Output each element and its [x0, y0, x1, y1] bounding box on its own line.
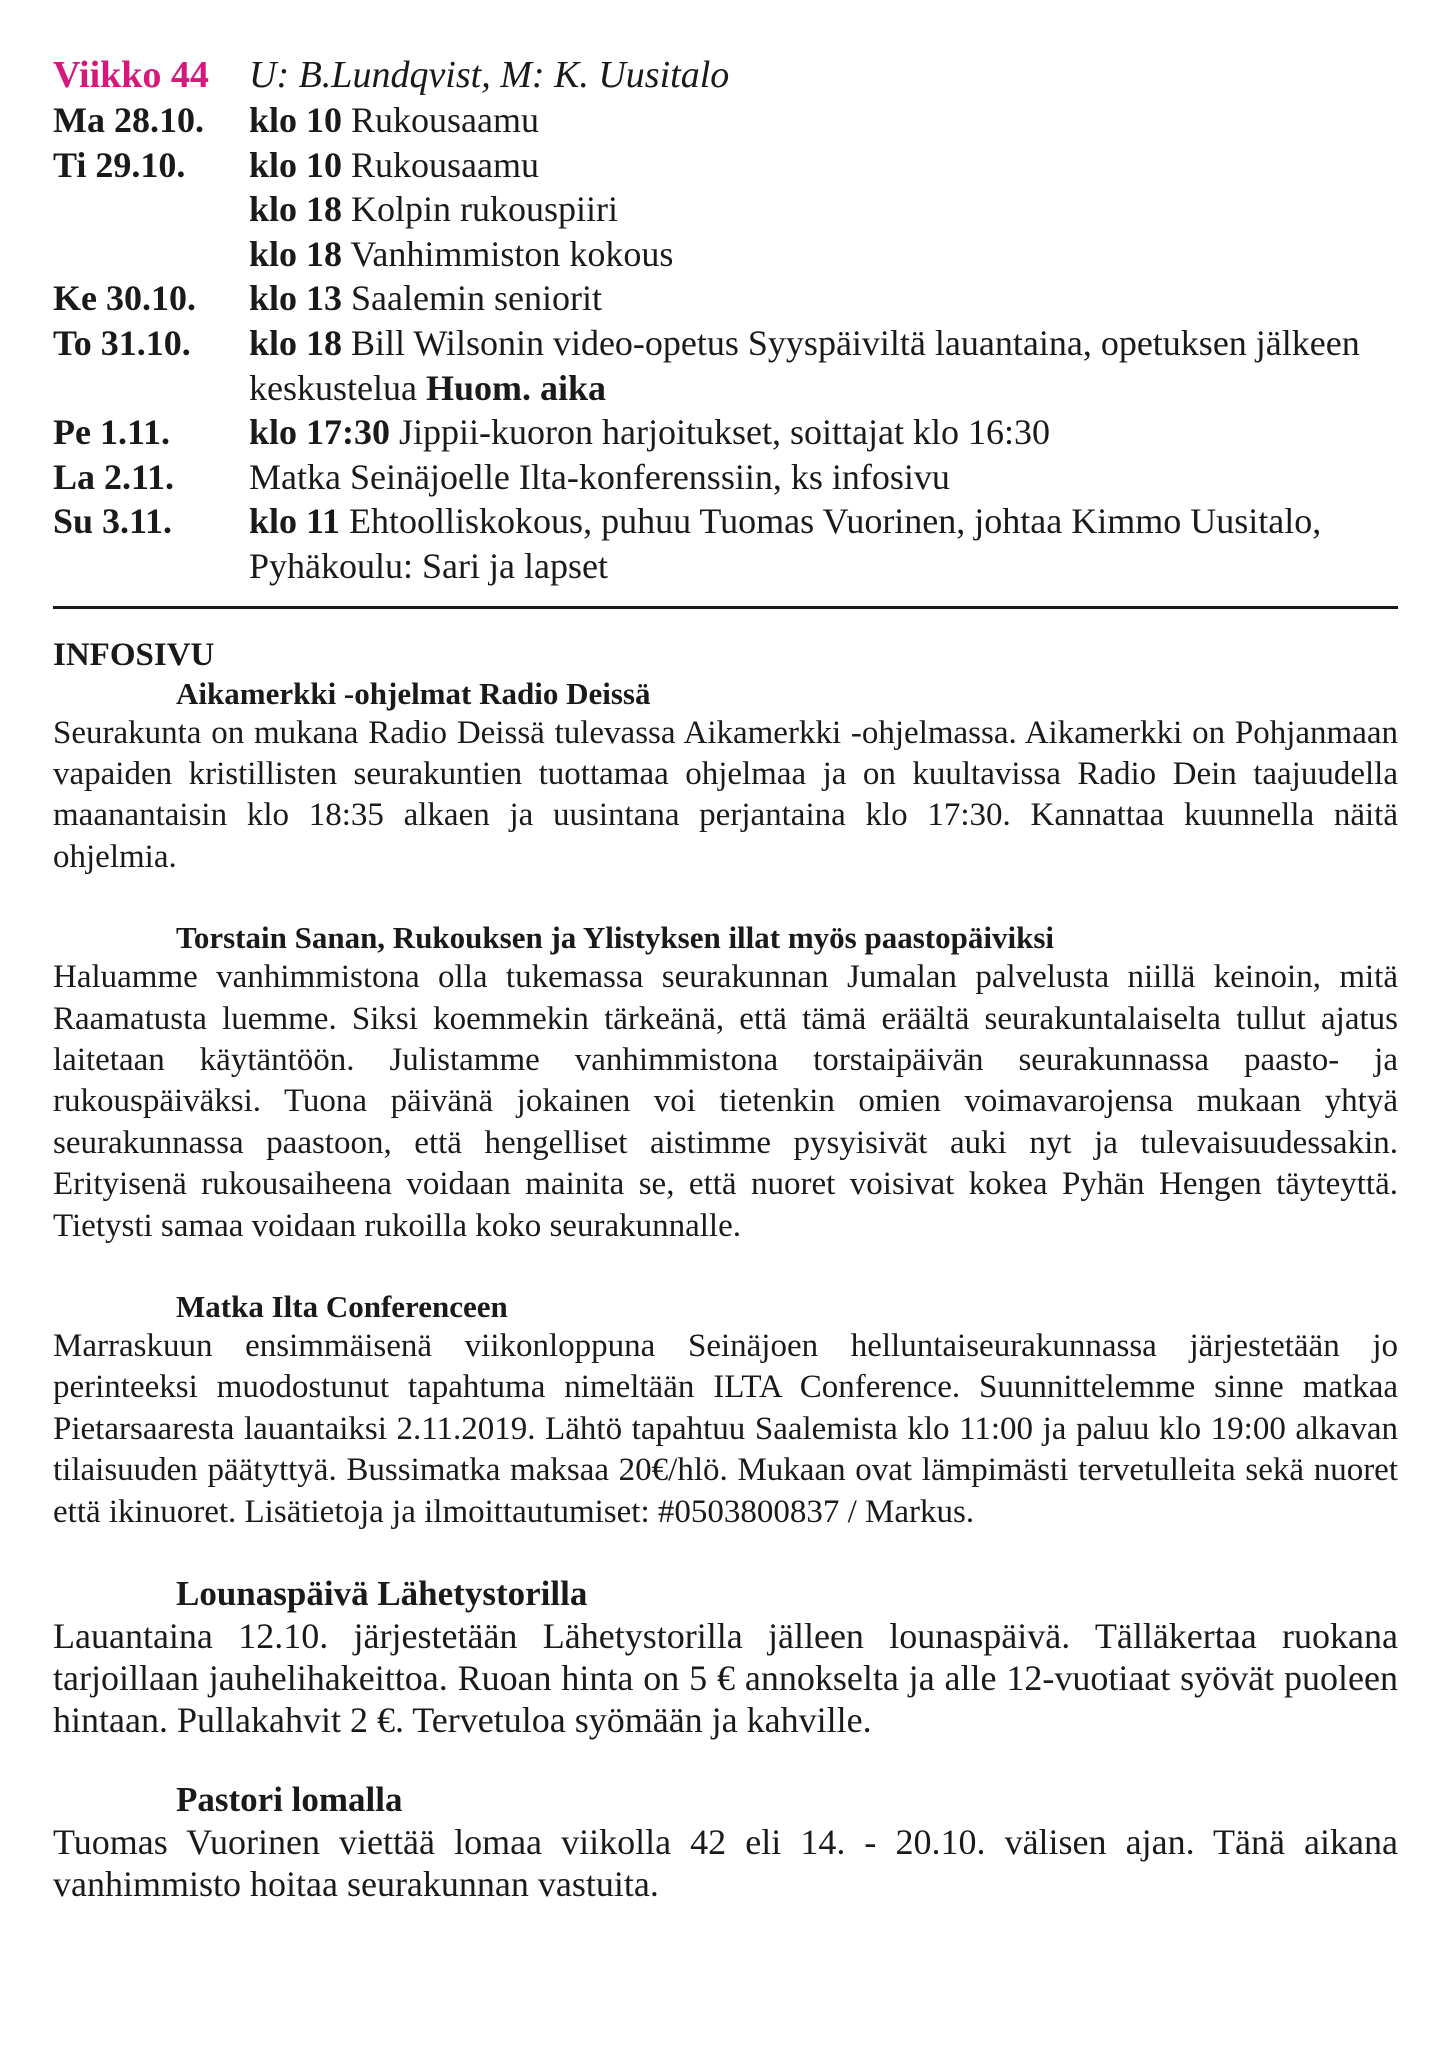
event-text: Ehtoolliskokous, puhuu Tuomas Vuorinen, johtaa Kimmo Uusitalo, Pyhäkoulu: Sari ja lapset: [249, 501, 1322, 586]
schedule-event: [249, 499, 1398, 588]
section-heading: Pastori lomalla: [176, 1780, 403, 1820]
schedule-events: [249, 499, 1398, 588]
section-body: Seurakunta on mukana Radio Deissä tulevassa Aikamerkki -ohjelmassa. Aikamerkki on Pohjanmaan vapaiden kristillisten seurakuntien tuottamaa ohjelmaa ja on kuultavissa Radio Dein taajuudella maanantaisin klo 18:35 alkaen ja uusintana perjantaina klo 17:30. Kannattaa kuunnella näitä ohjelmia.: [53, 714, 1398, 875]
schedule-event: [249, 321, 1398, 410]
section-body: Haluamme vanhimmistona olla tukemassa seurakunnan Jumalan palvelusta niillä keinoin, mitä Raamatusta luemme. Siksi koemmekin tärkeänä, että tämä eräältä seurakuntalaiselta tullut ajatus laitetaan käytäntöön. Julistamme vanhimmistona torstaipäivän seurakunnassa paasto- ja rukouspäiväksi. Tuona päivänä jokainen voi tietenkin omien voimavarojensa mukaan yhtyä seurakunnassa paastoon, että hengelliset aistimme pysyisivät auki nyt ja tulevaisuudessakin. Erityisenä rukousaiheena voidaan mainita se, että nuoret voisivat kokea Pyhän Hengen täyteyttä. Tietysti samaa voidaan rukoilla koko seurakunnalle.: [53, 959, 1398, 1244]
schedule-row: [53, 499, 1398, 588]
schedule-events: [249, 321, 1398, 410]
event-text: Bill Wilsonin video-opetus Syyspäiviltä lauantaina, opetuksen jälkeen keskustelua: [249, 322, 1360, 408]
week-header: [53, 52, 1398, 98]
bulletin-page: [53, 52, 1398, 1905]
schedule-day: Ma 28.10.: [53, 100, 204, 140]
section-body: Marraskuun ensimmäisenä viikonloppuna Seinäjoen helluntaiseurakunnassa järjestetään jo perinteeksi muodostunut tapahtuma nimeltään ILTA Conference. Suunnittelemme sinne matkaa Pietarsaaresta lauantaiksi 2.11.2019. Lähtö tapahtuu Saalemista klo 11:00 ja paluu klo 19:00 alkavan tilaisuuden päätyttyä. Bussimatka maksaa 20€/hlö. Mukaan ovat lämpimästi tervetulleita sekä nuoret että ikinuoret. Lisätietoja ja ilmoittautumiset: #0503800837 / Markus.: [53, 1328, 1398, 1530]
event-text: Jippii-kuoron harjoitukset, soittajat klo 16:30: [399, 412, 1050, 453]
schedule-event: [249, 232, 1398, 277]
schedule-events: [249, 410, 1398, 455]
event-time: klo 18: [249, 233, 343, 274]
schedule-row: [53, 98, 1398, 143]
event-time: klo 10: [249, 144, 343, 185]
event-text: Matka Seinäjoelle Ilta-konferenssiin, ks infosivu: [249, 456, 950, 497]
schedule-event: [249, 187, 1398, 232]
event-note: Huom. aika: [425, 367, 607, 408]
info-title: INFOSIVU: [53, 636, 215, 673]
schedule-day: Pe 1.11.: [53, 412, 170, 453]
schedule-event: [249, 410, 1398, 455]
schedule-events: [249, 276, 1398, 321]
schedule-day: Su 3.11.: [53, 501, 173, 542]
event-text: Kolpin rukouspiiri: [351, 189, 619, 230]
week-leaders: U: B.Lundqvist, M: K. Uusitalo: [249, 54, 730, 96]
section-heading: Matka Ilta Conferenceen: [176, 1289, 508, 1324]
event-text: Vanhimmiston kokous: [350, 233, 674, 274]
schedule-row: [53, 276, 1398, 321]
event-text: Rukousaamu: [351, 100, 540, 140]
schedule-row: [53, 455, 1398, 500]
schedule-row: [53, 321, 1398, 410]
schedule-events: [249, 455, 1398, 500]
section-body: Tuomas Vuorinen viettää lomaa viikolla 42 eli 14. - 20.10. välisen ajan. Tänä aikana vanhimmisto hoitaa seurakunnan vastuita.: [53, 1822, 1398, 1905]
section-heading: Aikamerkki -ohjelmat Radio Deissä: [176, 675, 651, 711]
section-divider: [53, 606, 1398, 609]
schedule-events: [249, 98, 1398, 143]
info-section: [53, 1288, 1398, 1533]
schedule-day: La 2.11.: [53, 456, 175, 497]
schedule-row: [53, 143, 1398, 277]
info-section: [53, 675, 1398, 879]
info-section: [53, 1573, 1398, 1741]
event-time: klo 11: [249, 501, 341, 542]
section-body: Lauantaina 12.10. järjestetään Lähetystorilla jälleen lounaspäivä. Tälläkertaa ruokana tarjoillaan jauhelihakeittoa. Ruoan hinta on 5 € annokselta ja alle 12-vuotiaat syövät puoleen hintaan. Pullakahvit 2 €. Tervetuloa syömään ja kahville.: [53, 1616, 1398, 1741]
section-heading: Lounaspäivä Lähetystorilla: [176, 1574, 588, 1614]
week-label: Viikko 44: [53, 54, 209, 96]
schedule-event: [249, 276, 1398, 321]
schedule-day: Ti 29.10.: [53, 144, 186, 185]
event-time: klo 13: [249, 278, 343, 319]
schedule-event: [249, 455, 1398, 500]
schedule-day: Ke 30.10.: [53, 278, 196, 319]
schedule-event: [249, 143, 1398, 188]
schedule-events: [249, 143, 1398, 277]
event-time: klo 17:30: [249, 412, 391, 453]
event-text: Rukousaamu: [351, 144, 540, 185]
schedule-day: To 31.10.: [53, 322, 191, 363]
event-text: Saalemin seniorit: [351, 278, 602, 319]
schedule-event: [249, 98, 1398, 143]
schedule-row: [53, 410, 1398, 455]
event-time: klo 10: [249, 100, 343, 140]
info-section: [53, 1779, 1398, 1905]
section-heading: Torstain Sanan, Rukouksen ja Ylistyksen illat myös paastopäiviksi: [176, 920, 1055, 956]
info-section: [53, 919, 1398, 1247]
event-time: klo 18: [249, 189, 343, 230]
event-time: klo 18: [249, 322, 343, 363]
schedule: [53, 98, 1398, 589]
